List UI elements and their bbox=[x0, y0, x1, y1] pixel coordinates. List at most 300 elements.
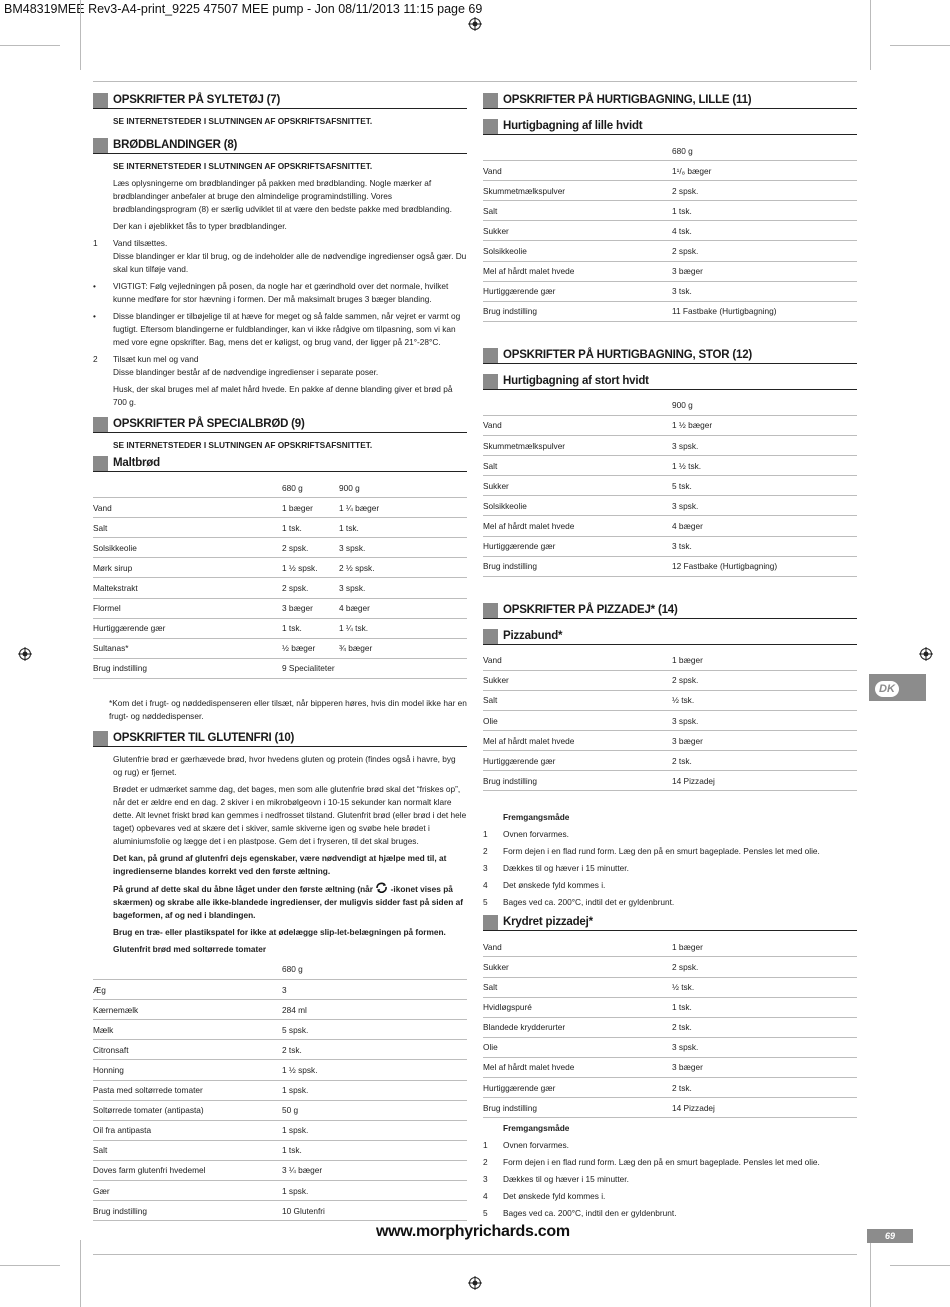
ingredient-cell: Blandede krydderurter bbox=[483, 1017, 672, 1037]
section-heading bbox=[93, 731, 467, 747]
table-row bbox=[93, 1180, 467, 1200]
section-title: OPSKRIFTER PÅ SPECIALBRØD (9) bbox=[113, 418, 305, 430]
table-row bbox=[483, 957, 857, 977]
section-heading bbox=[483, 603, 857, 619]
amount-cell: 2 spsk. bbox=[282, 538, 339, 558]
ingredient-cell: Flormel bbox=[93, 598, 282, 618]
amount-cell: 680 g bbox=[282, 478, 339, 498]
table-row bbox=[93, 1100, 467, 1120]
recipe-table bbox=[93, 478, 467, 679]
section-heading bbox=[483, 348, 857, 364]
amount-cell: 1 spsk. bbox=[282, 1080, 339, 1100]
table-row bbox=[93, 578, 467, 598]
ingredient-cell: Solsikkeolie bbox=[483, 241, 672, 261]
amount-cell: 1 spsk. bbox=[282, 1120, 339, 1140]
table-row bbox=[483, 496, 857, 516]
amount-cell: 2 spsk. bbox=[672, 241, 777, 261]
sub-heading bbox=[93, 456, 467, 472]
method-step bbox=[483, 896, 857, 909]
amount-cell: 680 g bbox=[282, 960, 339, 980]
table-row bbox=[93, 1020, 467, 1040]
ingredient-cell: Kærnemælk bbox=[93, 1000, 282, 1020]
ingredient-cell: Brug indstilling bbox=[483, 1098, 672, 1118]
section-title: OPSKRIFTER TIL GLUTENFRI (10) bbox=[113, 731, 295, 744]
recipe-title: Glutenfrit brød med soltørrede tomater bbox=[113, 943, 267, 954]
table-row bbox=[93, 1140, 467, 1160]
amount-cell: 3 spsk. bbox=[339, 538, 467, 558]
table-header-row bbox=[483, 141, 857, 161]
page-number: 69 bbox=[867, 1229, 913, 1243]
section-block bbox=[483, 629, 498, 644]
recipe-table bbox=[483, 141, 857, 322]
step-number: 4 bbox=[483, 1191, 488, 1202]
step-number: 1 bbox=[483, 1140, 488, 1151]
step-number: 4 bbox=[483, 880, 488, 891]
empty-cell bbox=[729, 1098, 857, 1118]
step-number: 3 bbox=[483, 863, 488, 874]
step-text: Bages ved ca. 200°C, indtil det er gyldenbrunt. bbox=[503, 897, 675, 908]
amount-cell: 1 ½ spsk. bbox=[282, 558, 339, 578]
empty-cell bbox=[777, 141, 857, 161]
method-step bbox=[483, 1190, 857, 1203]
amount-cell: 1¹/₈ bæger bbox=[672, 161, 777, 181]
amount-cell: 1 tsk. bbox=[282, 518, 339, 538]
paragraph-bold bbox=[113, 882, 467, 922]
table-row bbox=[483, 281, 857, 301]
ingredient-cell: Gær bbox=[93, 1180, 282, 1200]
registration-mark-icon bbox=[468, 17, 482, 31]
ingredient-cell: Olie bbox=[483, 1037, 672, 1057]
step-text: Det ønskede fyld kommes i. bbox=[503, 1191, 606, 1202]
section-heading bbox=[93, 417, 467, 433]
ingredient-cell: Hurtiggærende gær bbox=[483, 281, 672, 301]
table-row bbox=[93, 518, 467, 538]
method-step bbox=[483, 1139, 857, 1152]
amount-cell: 3 bæger bbox=[672, 731, 729, 751]
section-note: SE INTERNETSTEDER I SLUTNINGEN AF OPSKRIFTSAFSNITTET. bbox=[113, 161, 373, 171]
empty-cell bbox=[729, 937, 857, 957]
amount-cell: 2 tsk. bbox=[672, 751, 729, 771]
sub-heading bbox=[483, 629, 857, 645]
crop-mark bbox=[890, 1265, 950, 1266]
table-header-row bbox=[93, 478, 467, 498]
empty-cell bbox=[339, 1040, 467, 1060]
table-row bbox=[93, 498, 467, 518]
table-row bbox=[93, 638, 467, 658]
ingredient-cell: Honning bbox=[93, 1060, 282, 1080]
numbered-item bbox=[93, 353, 467, 379]
sub-title: Krydret pizzadej* bbox=[503, 916, 593, 929]
amount-cell: 1 tsk. bbox=[282, 1140, 339, 1160]
table-row bbox=[483, 516, 857, 536]
table-row bbox=[483, 301, 857, 321]
print-slug-line: BM48319MEE Rev3-A4-print_9225 47507 MEE pump - Jon 08/11/2013 11:15 page 69 bbox=[4, 2, 483, 16]
amount-cell: 284 ml bbox=[282, 1000, 339, 1020]
table-row bbox=[483, 221, 857, 241]
ingredient-cell bbox=[483, 141, 672, 161]
ingredient-cell: Brug indstilling bbox=[93, 658, 282, 678]
table-row bbox=[483, 1078, 857, 1098]
section-block bbox=[93, 138, 108, 153]
table-row bbox=[483, 651, 857, 671]
empty-cell bbox=[339, 1160, 467, 1180]
table-row bbox=[93, 1201, 467, 1221]
ingredient-cell: Sukker bbox=[483, 221, 672, 241]
ingredient-cell: Citronsaft bbox=[93, 1040, 282, 1060]
ingredient-cell: Salt bbox=[93, 1140, 282, 1160]
amount-cell: 2 spsk. bbox=[672, 670, 729, 690]
sub-heading bbox=[483, 119, 857, 135]
empty-cell bbox=[729, 1037, 857, 1057]
method-title: Fremgangsmåde bbox=[503, 1123, 570, 1134]
empty-cell bbox=[729, 977, 857, 997]
empty-cell bbox=[729, 957, 857, 977]
step-text: Ovnen forvarmes. bbox=[503, 1140, 569, 1151]
amount-cell: 3 spsk. bbox=[672, 496, 777, 516]
step-number: 2 bbox=[483, 1157, 488, 1168]
crop-mark bbox=[870, 0, 871, 70]
step-number: 5 bbox=[483, 897, 488, 908]
sub-heading bbox=[483, 915, 857, 931]
section-title: OPSKRIFTER PÅ SYLTETØJ (7) bbox=[113, 94, 281, 106]
ingredient-cell: Hvidløgspuré bbox=[483, 997, 672, 1017]
amount-cell: 50 g bbox=[282, 1100, 339, 1120]
empty-cell bbox=[777, 516, 857, 536]
table-row bbox=[93, 1080, 467, 1100]
amount-cell bbox=[339, 658, 467, 678]
ingredient-cell: Salt bbox=[483, 690, 672, 710]
ingredient-cell: Mel af hårdt malet hvede bbox=[483, 731, 672, 751]
paragraph: Husk, der skal bruges mel af malet hård hvede. En pakke af denne blanding giver et brød på 700 g. bbox=[113, 384, 453, 407]
section-block bbox=[93, 417, 108, 432]
sub-title: Hurtigbagning af stort hvidt bbox=[503, 374, 649, 387]
section-block bbox=[93, 93, 108, 108]
table-row bbox=[93, 1060, 467, 1080]
paragraph: Glutenfrie brød er gærhævede brød, hvor hvedens gluten og protein (findes også i havre, byg og rug) er fjernet. bbox=[113, 753, 456, 777]
amount-cell: 2 spsk. bbox=[282, 578, 339, 598]
paragraph: Læs oplysningerne om brødblandinger på pakken med brødblanding. Nogle mærker af brødblandinger anbefaler at bruge den almindelige programindstilling. Vores brødblandingsprogram (8) er særlig udviklet til at være den bedste pakke med brødblanding. bbox=[113, 178, 452, 214]
ingredient-cell: Pasta med soltørrede tomater bbox=[93, 1080, 282, 1100]
empty-cell bbox=[339, 1140, 467, 1160]
amount-cell: 1 bæger bbox=[282, 498, 339, 518]
ingredient-cell: Vand bbox=[483, 937, 672, 957]
section-block bbox=[93, 731, 108, 746]
section-block bbox=[483, 374, 498, 389]
ingredient-cell: Mælk bbox=[93, 1020, 282, 1040]
empty-cell bbox=[777, 476, 857, 496]
amount-cell: 2 tsk. bbox=[672, 1078, 729, 1098]
empty-cell bbox=[729, 731, 857, 751]
step-text: Form dejen i en flad rund form. Læg den på en smurt bageplade. Pensles let med olie. bbox=[503, 846, 820, 857]
table-row bbox=[483, 261, 857, 281]
section-title: BRØDBLANDINGER (8) bbox=[113, 139, 238, 151]
crop-mark bbox=[80, 1240, 81, 1307]
amount-cell: 9 Specialiteter bbox=[282, 658, 339, 678]
mixing-paddle-icon bbox=[375, 882, 388, 893]
section-note: SE INTERNETSTEDER I SLUTNINGEN AF OPSKRIFTSAFSNITTET. bbox=[113, 116, 373, 126]
ingredient-cell: Solsikkeolie bbox=[93, 538, 282, 558]
sub-heading bbox=[483, 374, 857, 390]
method-step bbox=[483, 879, 857, 892]
ingredient-cell: Brug indstilling bbox=[483, 556, 672, 576]
ingredient-cell: Mel af hårdt malet hvede bbox=[483, 261, 672, 281]
item-text: Disse blandinger består af de nødvendige ingredienser i separate poser. bbox=[113, 367, 379, 377]
ingredient-cell: Brug indstilling bbox=[483, 301, 672, 321]
empty-cell bbox=[339, 1201, 467, 1221]
step-text: Dækkes til og hæver i 15 minutter. bbox=[503, 863, 629, 874]
step-text: Dækkes til og hæver i 15 minutter. bbox=[503, 1174, 629, 1185]
amount-cell: 1 spsk. bbox=[282, 1180, 339, 1200]
table-row bbox=[483, 456, 857, 476]
recipe-table bbox=[483, 651, 857, 792]
table-row bbox=[483, 415, 857, 435]
ingredient-cell: Olie bbox=[483, 710, 672, 730]
step-text: Bages ved ca. 200°C, indtil den er gyldenbrunt. bbox=[503, 1208, 677, 1219]
amount-cell: 2 spsk. bbox=[672, 957, 729, 977]
method-step bbox=[483, 1156, 857, 1169]
section-title: OPSKRIFTER PÅ HURTIGBAGNING, STOR (12) bbox=[503, 348, 753, 361]
method-step bbox=[483, 862, 857, 875]
bullet: • bbox=[93, 281, 96, 291]
item-number: 1 bbox=[93, 238, 98, 248]
amount-cell: 900 g bbox=[672, 396, 777, 416]
ingredient-cell: Sukker bbox=[483, 476, 672, 496]
amount-cell: 1 tsk. bbox=[672, 201, 777, 221]
empty-cell bbox=[729, 690, 857, 710]
text-part: -ikonet vises på skærmen) og skrabe alle ikke-blandede ingredienser, der muligvis sidder fast på siden af bageformen, af og ned i blandingen. bbox=[113, 883, 463, 920]
sub-title: Hurtigbagning af lille hvidt bbox=[503, 120, 643, 132]
amount-cell: 3 spsk. bbox=[672, 710, 729, 730]
method-steps bbox=[483, 828, 857, 909]
empty-cell bbox=[729, 771, 857, 791]
empty-cell bbox=[729, 1078, 857, 1098]
ingredient-cell: Mørk sirup bbox=[93, 558, 282, 578]
empty-cell bbox=[729, 670, 857, 690]
table-row bbox=[483, 536, 857, 556]
amount-cell: 3 bæger bbox=[672, 261, 777, 281]
crop-mark bbox=[870, 1240, 871, 1307]
registration-mark-icon bbox=[18, 647, 32, 661]
amount-cell: 3 spsk. bbox=[672, 436, 777, 456]
table-header-row bbox=[93, 960, 467, 980]
amount-cell: 3 ¼ bæger bbox=[282, 1160, 339, 1180]
empty-cell bbox=[339, 1060, 467, 1080]
website-url: www.morphyrichards.com bbox=[376, 1223, 570, 1240]
empty-cell bbox=[777, 456, 857, 476]
table-row bbox=[93, 598, 467, 618]
text-part: På grund af dette skal du åbne låget under den første æltning (når bbox=[113, 883, 374, 894]
amount-cell: 1 ¼ bæger bbox=[339, 498, 467, 518]
ingredient-cell: Maltekstrakt bbox=[93, 578, 282, 598]
amount-cell: 2 tsk. bbox=[282, 1040, 339, 1060]
amount-cell: 3 spsk. bbox=[672, 1037, 729, 1057]
ingredient-cell: Hurtiggærende gær bbox=[483, 1078, 672, 1098]
paragraph: Brødet er udmærket samme dag, det bages, men som alle glutenfrie brød skal det “friskes op”, når det er ældre end en dag. 2 skiver i en mikrobølgeovn i 10-15 sekunder kan normalt klare dette. Alt levnet friskt brød kan gemmes i nedfrosset tilstand. Glutenfrit brød (eller brød i det hele taget) opbevares ved at skære det i skiver, samle skiverne igen og svøbe hele brødet i aluminiumsfolie og lægge det i en plastpose. Gem det i fryseren, til det skal bruges. bbox=[113, 783, 467, 846]
table-row bbox=[483, 997, 857, 1017]
ingredient-cell: Salt bbox=[93, 518, 282, 538]
ingredient-cell: Hurtiggærende gær bbox=[93, 618, 282, 638]
empty-cell bbox=[777, 241, 857, 261]
table-row bbox=[483, 201, 857, 221]
language-code: DK bbox=[875, 681, 899, 697]
amount-cell: 1 tsk. bbox=[282, 618, 339, 638]
empty-cell bbox=[777, 281, 857, 301]
empty-cell bbox=[729, 651, 857, 671]
ingredient-cell: Sukker bbox=[483, 670, 672, 690]
registration-mark-icon bbox=[919, 647, 933, 661]
step-number: 3 bbox=[483, 1174, 488, 1185]
amount-cell: ½ tsk. bbox=[672, 690, 729, 710]
section-title: OPSKRIFTER PÅ PIZZADEJ* (14) bbox=[503, 603, 678, 616]
amount-cell: 4 bæger bbox=[672, 516, 777, 536]
table-row bbox=[93, 1000, 467, 1020]
method-step bbox=[483, 845, 857, 858]
ingredient-cell: Salt bbox=[483, 201, 672, 221]
empty-cell bbox=[777, 436, 857, 456]
ingredient-cell: Solsikkeolie bbox=[483, 496, 672, 516]
amount-cell: 2 ½ spsk. bbox=[339, 558, 467, 578]
amount-cell: 900 g bbox=[339, 478, 467, 498]
table-row bbox=[483, 710, 857, 730]
recipe-table bbox=[483, 396, 857, 577]
method-step bbox=[483, 1173, 857, 1186]
table-row bbox=[93, 1160, 467, 1180]
amount-cell: 14 Pizzadej bbox=[672, 1098, 729, 1118]
step-number: 2 bbox=[483, 846, 488, 857]
amount-cell: 680 g bbox=[672, 141, 777, 161]
method-title: Fremgangsmåde bbox=[503, 812, 570, 823]
empty-cell bbox=[777, 161, 857, 181]
table-row bbox=[483, 476, 857, 496]
item-text: Disse blandinger er tilbøjelige til at hæve for meget og så falde sammen, når vejret er varmt og fugtigt. Eftersom blandingerne er fuldblandinger, kan vi ikke rådgive om tilpasning, som vi kan med vore egne opskrifter. Bag, mens det er køligst, og brug vand, der ligger på 21°-28°C. bbox=[113, 311, 461, 347]
method-step bbox=[483, 1207, 857, 1220]
amount-cell: 3 tsk. bbox=[672, 281, 777, 301]
ingredient-cell bbox=[93, 960, 282, 980]
empty-cell bbox=[777, 536, 857, 556]
table-row bbox=[483, 937, 857, 957]
amount-cell: ½ bæger bbox=[282, 638, 339, 658]
ingredient-cell: Oil fra antipasta bbox=[93, 1120, 282, 1140]
empty-cell bbox=[729, 997, 857, 1017]
table-row bbox=[483, 1098, 857, 1118]
section-note: SE INTERNETSTEDER I SLUTNINGEN AF OPSKRIFTSAFSNITTET. bbox=[113, 440, 373, 450]
method-steps bbox=[483, 1139, 857, 1220]
section-block bbox=[483, 603, 498, 618]
ingredient-cell: Soltørrede tomater (antipasta) bbox=[93, 1100, 282, 1120]
amount-cell: 2 tsk. bbox=[672, 1017, 729, 1037]
amount-cell: 4 bæger bbox=[339, 598, 467, 618]
table-row bbox=[93, 658, 467, 678]
amount-cell: 4 tsk. bbox=[672, 221, 777, 241]
crop-mark bbox=[0, 45, 60, 46]
ingredient-cell: Brug indstilling bbox=[483, 771, 672, 791]
table-row bbox=[483, 436, 857, 456]
empty-cell bbox=[339, 1080, 467, 1100]
empty-cell bbox=[339, 960, 467, 980]
table-row bbox=[483, 731, 857, 751]
amount-cell: 1 ½ spsk. bbox=[282, 1060, 339, 1080]
section-heading bbox=[93, 93, 467, 109]
left-column bbox=[93, 93, 467, 1221]
amount-cell: ½ tsk. bbox=[672, 977, 729, 997]
ingredient-cell: Skummetmælkspulver bbox=[483, 181, 672, 201]
recipe-table bbox=[93, 960, 467, 1221]
ingredient-cell: Doves farm glutenfri hvedemel bbox=[93, 1160, 282, 1180]
step-text: Ovnen forvarmes. bbox=[503, 829, 569, 840]
table-row bbox=[93, 558, 467, 578]
empty-cell bbox=[339, 1120, 467, 1140]
table-row bbox=[483, 1017, 857, 1037]
amount-cell: 11 Fastbake (Hurtigbagning) bbox=[672, 301, 777, 321]
empty-cell bbox=[777, 396, 857, 416]
right-column bbox=[483, 93, 857, 1224]
ingredient-cell bbox=[483, 396, 672, 416]
amount-cell: 3 bæger bbox=[282, 598, 339, 618]
table-row bbox=[483, 181, 857, 201]
step-text: Det ønskede fyld kommes i. bbox=[503, 880, 606, 891]
amount-cell: 1 bæger bbox=[672, 651, 729, 671]
amount-cell: 1 tsk. bbox=[339, 518, 467, 538]
paragraph: Der kan i øjeblikket fås to typer brødblandinger. bbox=[113, 221, 287, 231]
sub-title: Maltbrød bbox=[113, 457, 160, 469]
method-step bbox=[483, 828, 857, 841]
ingredient-cell: Mel af hårdt malet hvede bbox=[483, 1057, 672, 1077]
table-row bbox=[483, 751, 857, 771]
table-row bbox=[93, 618, 467, 638]
ingredient-cell: Sultanas* bbox=[93, 638, 282, 658]
table-header-row bbox=[483, 396, 857, 416]
item-text: Tilsæt kun mel og vand bbox=[113, 354, 199, 364]
crop-mark bbox=[890, 45, 950, 46]
amount-cell: 2 spsk. bbox=[672, 181, 777, 201]
section-heading bbox=[483, 93, 857, 109]
crop-mark bbox=[0, 1265, 60, 1266]
empty-cell bbox=[339, 1180, 467, 1200]
amount-cell: 12 Fastbake (Hurtigbagning) bbox=[672, 556, 777, 576]
section-heading bbox=[93, 138, 467, 154]
ingredient-cell: Salt bbox=[483, 977, 672, 997]
table-row bbox=[483, 1037, 857, 1057]
empty-cell bbox=[729, 710, 857, 730]
item-number: 2 bbox=[93, 354, 98, 364]
trim-line bbox=[93, 81, 857, 82]
table-row bbox=[93, 1040, 467, 1060]
bullet-item bbox=[93, 280, 467, 306]
section-block bbox=[483, 348, 498, 363]
empty-cell bbox=[777, 261, 857, 281]
table-row bbox=[483, 241, 857, 261]
ingredient-cell: Brug indstilling bbox=[93, 1201, 282, 1221]
footnote: *Kom det i frugt- og nøddedispenseren eller tilsæt, når bipperen høres, hvis din model ikke har en frugt- og nøddedispenser. bbox=[109, 697, 467, 721]
empty-cell bbox=[777, 181, 857, 201]
table-row bbox=[483, 670, 857, 690]
amount-cell: 3 bæger bbox=[672, 1057, 729, 1077]
amount-cell: 1 tsk. bbox=[672, 997, 729, 1017]
ingredient-cell bbox=[93, 478, 282, 498]
empty-cell bbox=[777, 415, 857, 435]
amount-cell: 5 tsk. bbox=[672, 476, 777, 496]
amount-cell: 3 spsk. bbox=[339, 578, 467, 598]
section-block bbox=[483, 915, 498, 930]
ingredient-cell: Hurtiggærende gær bbox=[483, 751, 672, 771]
ingredient-cell: Vand bbox=[483, 415, 672, 435]
empty-cell bbox=[339, 1000, 467, 1020]
empty-cell bbox=[777, 221, 857, 241]
amount-cell: 3 tsk. bbox=[672, 536, 777, 556]
table-row bbox=[93, 538, 467, 558]
amount-cell: 14 Pizzadej bbox=[672, 771, 729, 791]
item-text: Disse blandinger er klar til brug, og de indeholder alle de nødvendige ingredienser også gær. Du skal kun tilføje vand. bbox=[113, 251, 467, 274]
